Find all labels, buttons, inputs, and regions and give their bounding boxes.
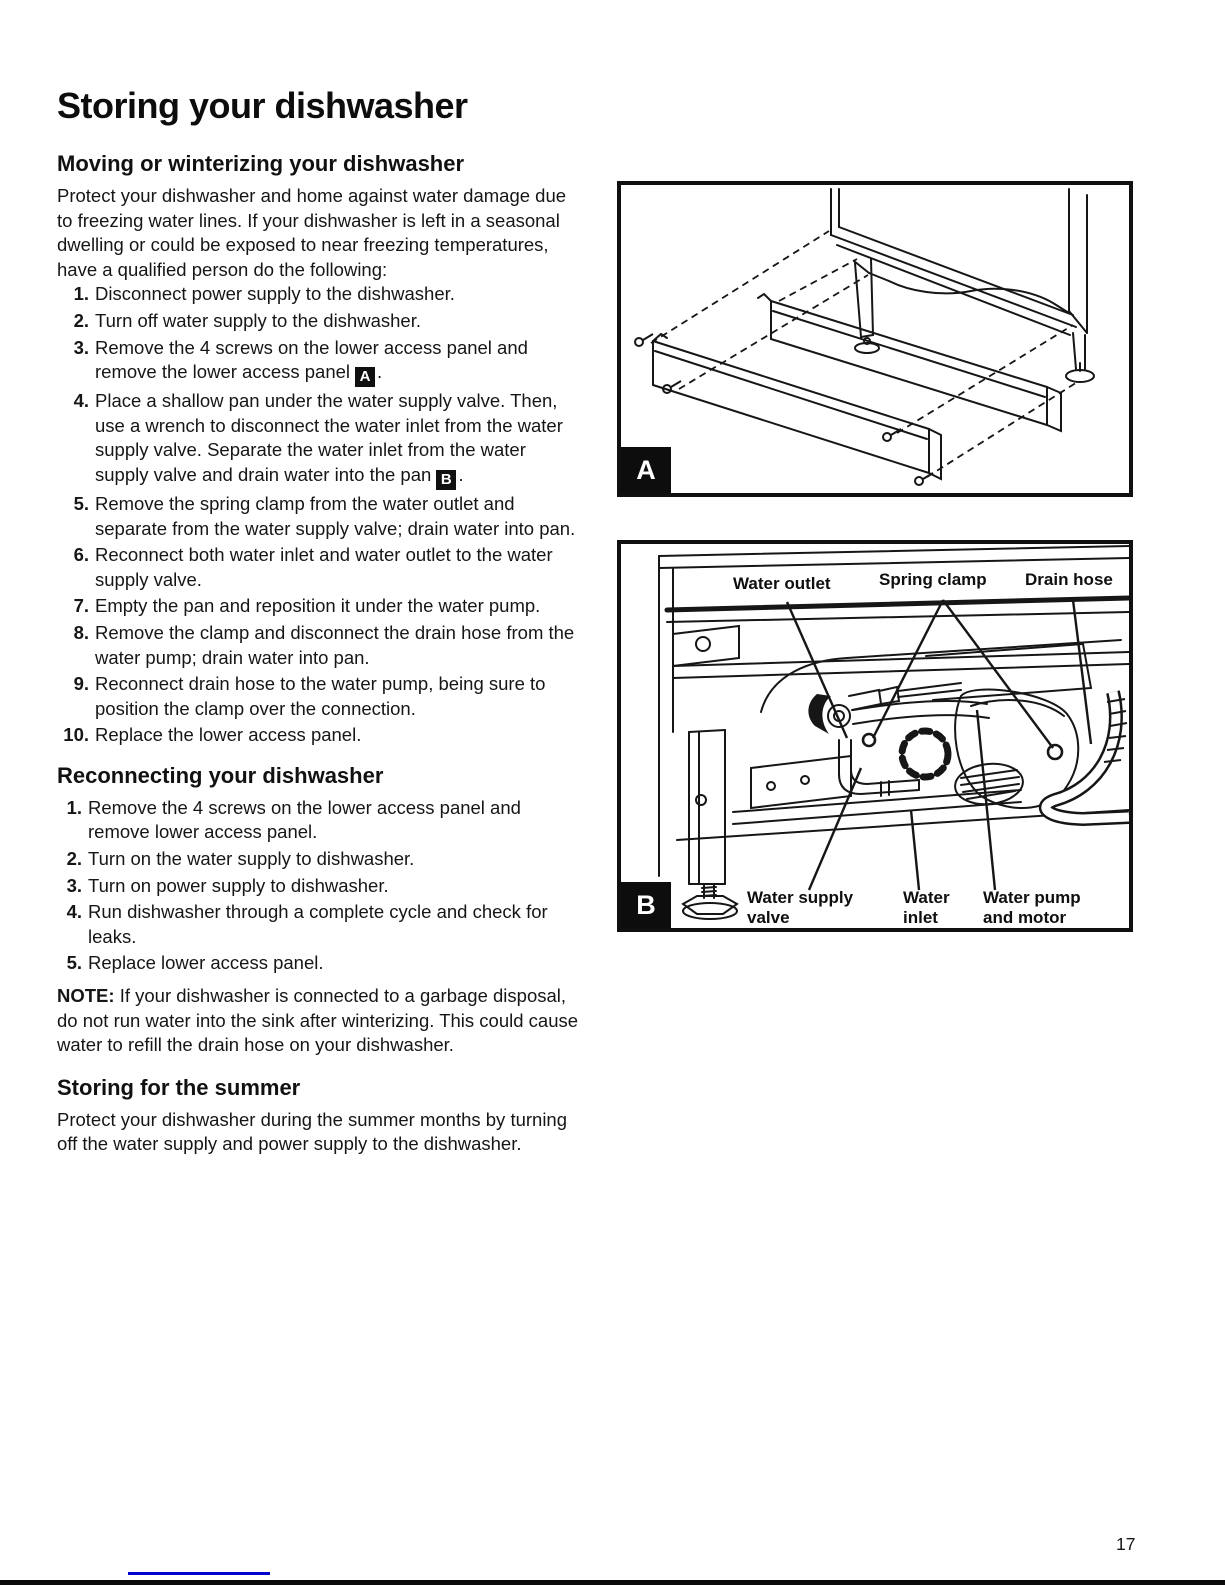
step-number: 9.	[73, 673, 89, 695]
underside-plumbing-diagram	[621, 544, 1129, 928]
scan-bottom-edge	[0, 1580, 1225, 1585]
list-item	[57, 389, 584, 490]
step-text: Empty the pan and reposition it under the water pump.	[95, 595, 541, 617]
list-item	[57, 796, 584, 845]
step-number: 6.	[73, 544, 89, 566]
step-text: Turn on the water supply to dishwasher.	[88, 848, 415, 870]
step-text: Remove the spring clamp from the water outlet and separate from the water supply valve; drain water into pan.	[95, 492, 576, 539]
winterizing-intro: Protect your dishwasher and home against water damage due to freezing water lines. If your dishwasher is left in a seasonal dwelling or could be exposed to near freezing temperatures, have a qualified person do the following:	[57, 185, 567, 280]
step-number: 1.	[66, 796, 82, 818]
list-item	[57, 543, 584, 592]
step-text: Reconnect both water inlet and water outlet to the water supply valve.	[95, 544, 553, 590]
summer-paragraph: Protect your dishwasher during the summer months by turning off the water supply and power supply to the dishwasher.	[57, 1108, 568, 1155]
list-item	[57, 336, 584, 388]
note-text: If your dishwasher is connected to a garbage disposal, do not run water into the sink after winterizing. This could cause water to refill the drain hose on your dishwasher.	[57, 985, 579, 1056]
step-text: Turn on power supply to dishwasher.	[88, 874, 389, 896]
step-number: 3.	[66, 874, 82, 896]
step-text: Run dishwasher through a complete cycle and check for leaks.	[88, 901, 548, 947]
list-item	[57, 621, 584, 670]
step-text: Replace the lower access panel.	[95, 724, 362, 746]
step-number: 2.	[73, 309, 89, 331]
step-number: 7.	[73, 595, 89, 617]
step-text: Reconnect drain hose to the water pump, being sure to position the clamp over the connection.	[95, 673, 546, 719]
list-item	[57, 900, 584, 949]
figure-b-label: B	[621, 882, 671, 928]
step-text: Replace lower access panel.	[88, 952, 324, 974]
figure-a	[617, 181, 1133, 497]
note-paragraph	[57, 984, 584, 1058]
step-number: 4.	[73, 390, 89, 412]
exploded-access-panel-diagram	[621, 185, 1129, 493]
step-text: Turn off water supply to the dishwasher.	[95, 309, 421, 331]
step-text: Remove the 4 screws on the lower access panel and remove the lower access panel	[95, 336, 528, 383]
page-number: 17	[1116, 1534, 1136, 1554]
reconnecting-steps-list	[57, 796, 584, 976]
callout-water-outlet: Water outlet	[733, 574, 831, 593]
list-item	[57, 282, 584, 307]
step-text: Remove the 4 screws on the lower access panel and remove lower access panel.	[88, 796, 521, 843]
scan-blue-line	[128, 1572, 270, 1575]
panel-badge-a: A	[355, 367, 375, 387]
list-item	[57, 723, 584, 748]
section-heading-reconnecting: Reconnecting your dishwasher	[57, 762, 384, 788]
step-number: 5.	[66, 952, 82, 974]
figure-a-label: A	[621, 447, 671, 493]
list-item	[57, 874, 584, 899]
note-label: NOTE:	[57, 985, 115, 1007]
figure-b	[617, 540, 1133, 932]
page-title: Storing your dishwasher	[57, 85, 468, 126]
callout-water-supply-valve: Water supply valve	[747, 888, 854, 927]
text-column	[57, 86, 584, 1157]
callout-water-pump-motor: Water pump and motor	[983, 888, 1081, 927]
callout-spring-clamp: Spring clamp	[879, 570, 987, 589]
step-number: 3.	[73, 336, 89, 358]
list-item	[57, 492, 584, 541]
callout-drain-hose: Drain hose	[1025, 570, 1113, 589]
step-number: 5.	[73, 492, 89, 514]
list-item	[57, 309, 584, 334]
section-heading-winterizing: Moving or winterizing your dishwasher	[57, 151, 465, 176]
step-number: 8.	[73, 621, 89, 643]
callout-water-inlet: Water inlet	[903, 888, 950, 927]
screw-icons	[635, 334, 933, 485]
list-item	[57, 951, 584, 976]
step-number: 10.	[63, 724, 89, 746]
list-item	[57, 594, 584, 619]
step-text: Remove the clamp and disconnect the drain hose from the water pump; drain water into pan.	[95, 621, 575, 668]
panel-badge-b: B	[436, 470, 456, 490]
step-number: 2.	[66, 848, 82, 870]
step-text: Place a shallow pan under the water supply valve. Then, use a wrench to disconnect the water inlet from the water supply valve. Separate the water inlet from the water supply valve and drain water into the pan	[95, 390, 563, 485]
callout-leader-lines	[787, 600, 1091, 890]
step-text-after: .	[458, 463, 464, 485]
section-heading-summer: Storing for the summer	[57, 1074, 301, 1100]
step-number: 4.	[66, 901, 82, 923]
step-text: Disconnect power supply to the dishwasher.	[95, 283, 455, 305]
step-number: 1.	[73, 283, 89, 305]
step-text-after: .	[377, 361, 383, 383]
list-item	[57, 672, 584, 721]
winterizing-steps-list	[57, 282, 584, 748]
list-item	[57, 847, 584, 872]
